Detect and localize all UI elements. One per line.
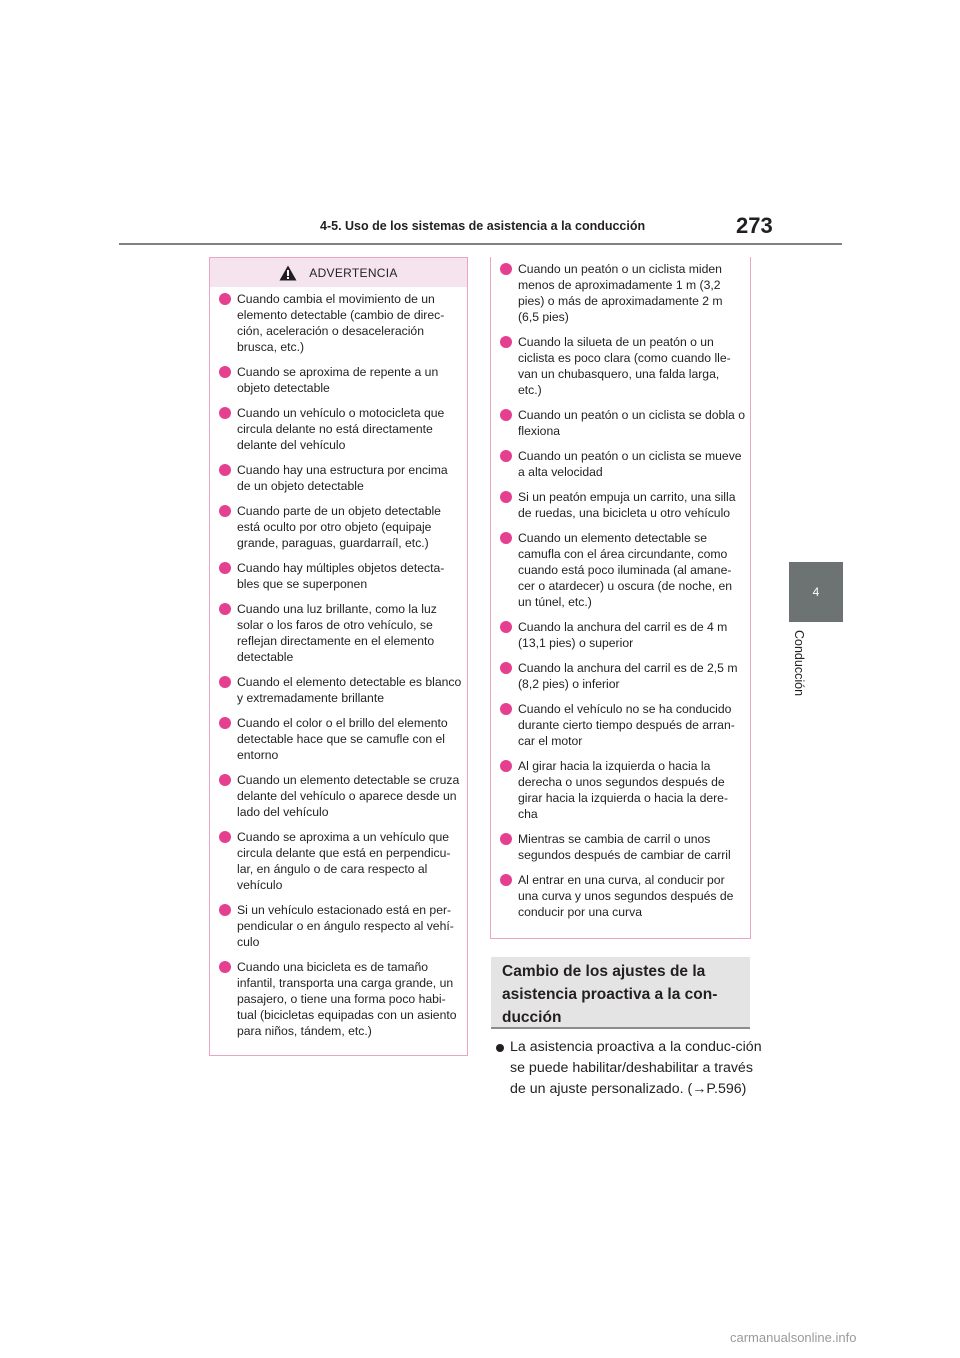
list-item-text: Cuando una bicicleta es de tamaño infantil, transporta una carga grande, un pasajero, o tiene una forma poco habi-tual (bicicletas equipadas con un asiento para niños, tándem, etc.): [237, 960, 457, 1038]
list-item-text: Cuando la anchura del carril es de 4 m (13,1 pies) o superior: [518, 620, 728, 650]
list-item: [499, 758, 745, 822]
list-item-text: Cuando un peatón o un ciclista miden menos de aproximadamente 1 m (3,2 pies) o más de aproximadamente 2 m (6,5 pies): [518, 262, 723, 324]
bullet-icon: [500, 491, 512, 503]
list-item: [499, 261, 745, 325]
bullet-icon: [219, 717, 231, 729]
list-item: [218, 503, 462, 551]
body-text: La asistencia proactiva a la conduc-ción se puede habilitar/deshabilitar a través de un ajuste personalizado. (→P.596): [510, 1039, 762, 1097]
list-item-text: Cuando un peatón o un ciclista se mueve a alta velocidad: [518, 449, 742, 479]
warning-list: [218, 291, 462, 1048]
bullet-icon: [219, 293, 231, 305]
chapter-tab[interactable]: [789, 562, 843, 622]
list-item: [499, 872, 745, 920]
list-item: [218, 405, 462, 453]
list-item: [218, 902, 462, 950]
bullet-icon: [219, 676, 231, 688]
list-item: [218, 364, 462, 396]
list-item: [218, 715, 462, 763]
bullet-icon: [219, 774, 231, 786]
body-paragraph: [496, 1037, 766, 1100]
list-item: [499, 334, 745, 398]
list-item-text: Cuando se aproxima de repente a un objeto detectable: [237, 365, 439, 395]
bullet-icon: [219, 505, 231, 517]
list-item: [218, 291, 462, 355]
bullet-icon: [219, 904, 231, 916]
warning-box-continued: [490, 257, 751, 939]
list-item: [218, 829, 462, 893]
list-item-text: Cuando un elemento detectable se camufla con el área circundante, como cuando está poco iluminada (al amane-cer o atardecer) u oscura (de noche, en un túnel, etc.): [518, 531, 733, 609]
list-item: [499, 530, 745, 610]
watermark: carmanualsonline.info: [730, 1330, 857, 1345]
warning-triangle-icon: [279, 265, 297, 281]
bullet-icon: [500, 760, 512, 772]
list-item-text: Al girar hacia la izquierda o hacia la derecha o unos segundos después de girar hacia la izquierda o hacia la dere-cha: [518, 759, 729, 821]
list-item-text: Cuando un elemento detectable se cruza delante del vehículo o aparece desde un lado del vehículo: [237, 773, 460, 819]
list-item: [218, 462, 462, 494]
list-item-text: Si un vehículo estacionado está en per-pendicular o en ángulo respecto al vehí-culo: [237, 903, 454, 949]
list-item-text: Al entrar en una curva, al conducir por una curva y unos segundos después de conducir por una curva: [518, 873, 734, 919]
list-item: [218, 601, 462, 665]
bullet-icon: [219, 562, 231, 574]
list-item: [499, 619, 745, 651]
section-title: 4-5. Uso de los sistemas de asistencia a la conducción: [320, 219, 646, 233]
list-item: [499, 660, 745, 692]
list-item-text: Cuando la anchura del carril es de 2,5 m (8,2 pies) o inferior: [518, 661, 738, 691]
page-number: 273: [736, 213, 773, 238]
list-item: [218, 959, 462, 1039]
list-item-text: Cuando un peatón o un ciclista se dobla o flexiona: [518, 408, 745, 438]
list-item: [218, 674, 462, 706]
bullet-icon: [496, 1044, 504, 1052]
list-item: [218, 560, 462, 592]
list-item-text: Cuando se aproxima a un vehículo que circula delante que está en perpendicu-lar, en ángulo o de cara respecto al vehículo: [237, 830, 451, 892]
bullet-icon: [219, 961, 231, 973]
list-item-text: Si un peatón empuja un carrito, una silla de ruedas, una bicicleta u otro vehículo: [518, 490, 736, 520]
bullet-icon: [500, 263, 512, 275]
bullet-icon: [500, 621, 512, 633]
list-item: [499, 489, 745, 521]
header-divider: [119, 243, 842, 245]
warning-list-continued: [499, 261, 745, 929]
list-item-text: Cuando hay múltiples objetos detecta-bles que se superponen: [237, 561, 445, 591]
list-item-text: Cuando la silueta de un peatón o un ciclista es poco clara (como cuando lle-van un chubasquero, una falda larga, etc.): [518, 335, 731, 397]
bullet-icon: [219, 407, 231, 419]
list-item-text: Cuando parte de un objeto detectable está oculto por otro objeto (equipaje grande, paraguas, guardarraíl, etc.): [237, 504, 441, 550]
bullet-icon: [500, 874, 512, 886]
bullet-icon: [219, 831, 231, 843]
list-item-text: Cuando el color o el brillo del elemento detectable hace que se camufle con el entorno: [237, 716, 448, 762]
bullet-icon: [500, 336, 512, 348]
bullet-icon: [500, 532, 512, 544]
warning-header: [210, 258, 467, 287]
bullet-icon: [219, 603, 231, 615]
bullet-icon: [219, 464, 231, 476]
bullet-icon: [500, 450, 512, 462]
list-item-text: Cuando una luz brillante, como la luz solar o los faros de otro vehículo, se reflejan directamente en el elemento detectable: [237, 602, 437, 664]
bullet-icon: [500, 703, 512, 715]
warning-box: [209, 257, 468, 1056]
bullet-icon: [500, 833, 512, 845]
list-item-text: Cuando el elemento detectable es blanco y extremadamente brillante: [237, 675, 462, 705]
chapter-label: Conducción: [792, 630, 806, 697]
list-item: [499, 407, 745, 439]
list-item: [499, 831, 745, 863]
list-item-text: Cuando el vehículo no se ha conducido durante cierto tiempo después de arran-car el motor: [518, 702, 735, 748]
list-item: [499, 448, 745, 480]
section-heading: Cambio de los ajustes de la asistencia proactiva a la con-ducción: [491, 957, 750, 1029]
list-item: [218, 772, 462, 820]
list-item-text: Cuando cambia el movimiento de un elemento detectable (cambio de direc-ción, aceleración o desaceleración brusca, etc.): [237, 292, 445, 354]
list-item-text: Cuando hay una estructura por encima de un objeto detectable: [237, 463, 448, 493]
list-item-text: Cuando un vehículo o motocicleta que circula delante no está directamente delante del vehículo: [237, 406, 445, 452]
bullet-icon: [219, 366, 231, 378]
list-item: [499, 701, 745, 749]
list-item-text: Mientras se cambia de carril o unos segundos después de cambiar de carril: [518, 832, 731, 862]
bullet-icon: [500, 662, 512, 674]
bullet-icon: [500, 409, 512, 421]
chapter-number: 4: [812, 585, 820, 599]
warning-title: ADVERTENCIA: [309, 265, 398, 280]
